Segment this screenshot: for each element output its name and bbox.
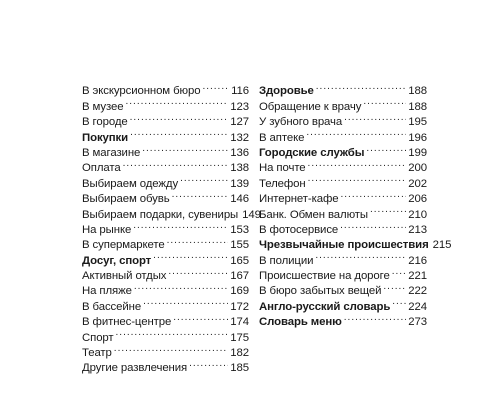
toc-dot-leader bbox=[114, 341, 228, 356]
toc-entry-label: Выбираем подарки, сувениры bbox=[82, 208, 239, 221]
toc-entry-page-number: 136 bbox=[230, 146, 249, 159]
toc-dot-leader bbox=[125, 94, 228, 109]
toc-entry-page-number: 199 bbox=[408, 146, 427, 159]
toc-entry-page-number: 188 bbox=[408, 100, 427, 113]
toc-column-right bbox=[259, 79, 452, 329]
toc-entry-page-number: 195 bbox=[408, 116, 427, 129]
toc-dot-leader bbox=[172, 187, 229, 202]
toc-entry-page-number: 273 bbox=[408, 316, 427, 329]
toc-entry-label: Выбираем обувь bbox=[82, 193, 170, 206]
toc-dot-leader bbox=[123, 156, 229, 171]
toc-section-heading[interactable] bbox=[259, 79, 427, 98]
toc-dot-leader bbox=[134, 279, 228, 294]
toc-entry-page-number: 127 bbox=[230, 116, 249, 129]
toc-entry-page-number: 200 bbox=[408, 162, 427, 175]
toc-dot-leader bbox=[308, 156, 407, 171]
toc-dot-leader bbox=[189, 356, 228, 371]
toc-dot-leader bbox=[316, 79, 407, 94]
toc-entry-label: В фотосервисе bbox=[259, 223, 339, 236]
toc-dot-leader bbox=[143, 294, 228, 309]
toc-entry-label: На почте bbox=[259, 162, 306, 175]
toc-entry-page-number: 167 bbox=[230, 270, 249, 283]
toc-entry-page-number: 210 bbox=[408, 208, 427, 221]
toc-dot-leader bbox=[306, 125, 406, 140]
toc-entry-label: У зубного врача bbox=[259, 116, 343, 129]
toc-entry[interactable] bbox=[82, 79, 249, 98]
toc-dot-leader bbox=[340, 187, 406, 202]
toc-entry-page-number: 132 bbox=[230, 131, 249, 144]
toc-dot-leader bbox=[392, 264, 407, 279]
toc-entry-page-number: 172 bbox=[230, 300, 249, 313]
toc-entry-label: Происшествие на дороге bbox=[259, 270, 390, 283]
toc-entry-page-number: 224 bbox=[408, 300, 427, 313]
toc-entry-label: В экскурсионном бюро bbox=[82, 85, 201, 98]
toc-dot-leader bbox=[168, 264, 228, 279]
toc-entry-label: Интернет-кафе bbox=[259, 193, 339, 206]
toc-entry-label: Другие развлечения bbox=[82, 362, 188, 375]
toc-entry-label: Оплата bbox=[82, 162, 121, 175]
toc-dot-leader bbox=[167, 233, 229, 248]
toc-entry-label: В музее bbox=[82, 100, 124, 113]
toc-entry-label: В бюро забытых вещей bbox=[259, 285, 382, 298]
toc-entry-label: Спорт bbox=[82, 331, 114, 344]
toc-dot-leader bbox=[366, 141, 406, 156]
toc-dot-leader bbox=[142, 141, 228, 156]
toc-dot-leader bbox=[383, 279, 406, 294]
toc-entry-label: Активный отдых bbox=[82, 270, 167, 283]
toc-dot-leader bbox=[133, 218, 228, 233]
toc-entry-label: Театр bbox=[82, 347, 112, 360]
toc-entry-label: Банк. Обмен валюты bbox=[259, 208, 368, 221]
toc-entry-page-number: 155 bbox=[230, 239, 249, 252]
toc-dot-leader bbox=[315, 248, 406, 263]
toc-entry-page-number: 185 bbox=[230, 362, 249, 375]
toc-entry-page-number: 222 bbox=[408, 285, 427, 298]
toc-dot-leader bbox=[116, 325, 229, 340]
toc-entry-page-number: 188 bbox=[408, 85, 427, 98]
toc-entry-page-number: 206 bbox=[408, 193, 427, 206]
toc-dot-leader bbox=[344, 310, 407, 325]
toc-entry-label: Телефон bbox=[259, 177, 306, 190]
toc-dot-leader bbox=[344, 110, 406, 125]
toc-entry-page-number: 116 bbox=[231, 85, 249, 98]
toc-entry-page-number: 165 bbox=[230, 254, 249, 267]
toc-dot-leader bbox=[130, 110, 229, 125]
toc-entry-page-number: 153 bbox=[230, 223, 249, 236]
toc-entry-label: Англо-русский словарь bbox=[259, 300, 391, 313]
toc-entry-label: Здоровье bbox=[259, 85, 314, 98]
toc-entry-label: Городские службы bbox=[259, 146, 365, 159]
toc-entry-label: В городе bbox=[82, 116, 128, 129]
toc-entry-page-number: 139 bbox=[230, 177, 249, 190]
toc-entry-label: Чрезвычайные происшествия bbox=[259, 239, 429, 252]
toc-dot-leader bbox=[180, 171, 228, 186]
toc-entry-page-number: 146 bbox=[230, 193, 249, 206]
toc-entry-label: Обращение к врачу bbox=[259, 100, 362, 113]
toc-entry-page-number: 182 bbox=[230, 347, 249, 360]
toc-entry-label: В полиции bbox=[259, 254, 314, 267]
toc-entry-page-number: 174 bbox=[230, 316, 249, 329]
toc-entry-label: Словарь меню bbox=[259, 316, 342, 329]
toc-entry-label: Досуг, спорт bbox=[82, 254, 152, 267]
toc-dot-leader bbox=[173, 310, 228, 325]
toc-entry-page-number: 221 bbox=[408, 270, 427, 283]
toc-entry-label: Покупки bbox=[82, 131, 129, 144]
toc-dot-leader bbox=[370, 202, 406, 217]
toc-dot-leader bbox=[130, 125, 228, 140]
toc-entry-label: В фитнес-центре bbox=[82, 316, 172, 329]
toc-entry-label: На рынке bbox=[82, 223, 132, 236]
toc-entry-page-number: 216 bbox=[408, 254, 427, 267]
toc-dot-leader bbox=[308, 171, 407, 186]
toc-entry-page-number: 202 bbox=[408, 177, 427, 190]
toc-entry-page-number: 138 bbox=[230, 162, 249, 175]
toc-entry-label: В магазине bbox=[82, 146, 141, 159]
toc-entry-page-number: 196 bbox=[408, 131, 427, 144]
toc-column-left bbox=[82, 79, 261, 375]
toc-entry-page-number: 215 bbox=[432, 239, 452, 252]
toc-entry-label: В бассейне bbox=[82, 300, 142, 313]
toc-dot-leader bbox=[363, 94, 406, 109]
toc-dot-leader bbox=[392, 294, 406, 309]
toc-entry-label: В супермаркете bbox=[82, 239, 165, 252]
toc-dot-leader bbox=[340, 218, 406, 233]
toc-entry-label: На пляже bbox=[82, 285, 132, 298]
toc-dot-leader bbox=[153, 248, 228, 263]
toc-dot-leader bbox=[202, 79, 229, 94]
toc-entry-page-number: 213 bbox=[408, 223, 427, 236]
toc-entry-page-number: 175 bbox=[230, 331, 249, 344]
toc-entry-page-number: 149 bbox=[242, 208, 261, 221]
toc-entry-label: В аптеке bbox=[259, 131, 305, 144]
toc-entry-label: Выбираем одежду bbox=[82, 177, 179, 190]
toc-entry-page-number: 123 bbox=[230, 100, 249, 113]
toc-entry-page-number: 169 bbox=[230, 285, 249, 298]
